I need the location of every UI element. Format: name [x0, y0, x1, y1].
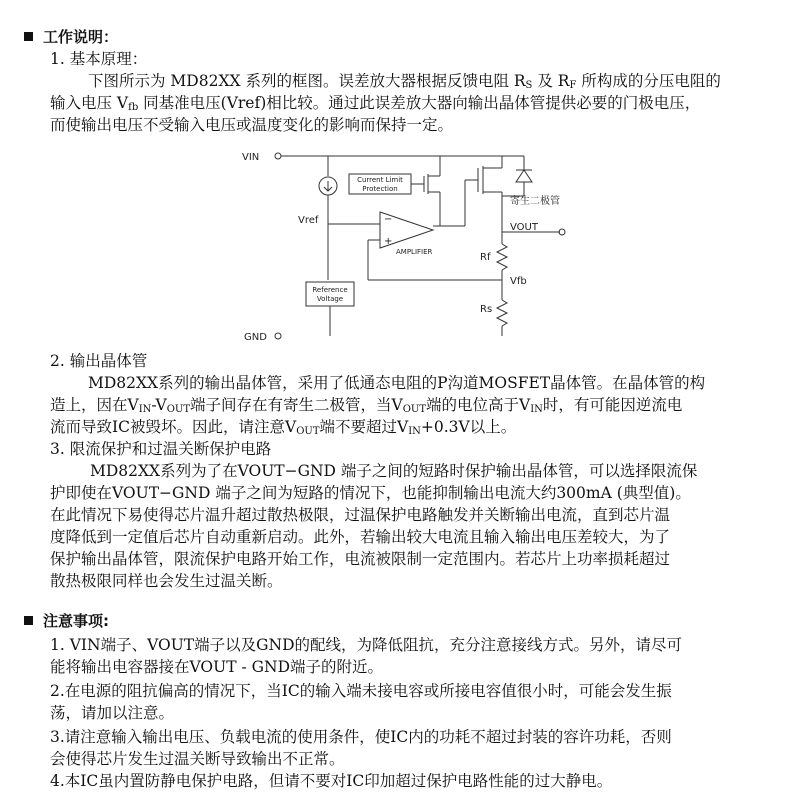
item3-line-4: 度降低到一定值后芯片自动重新启动。此外，若输出较大电流且输入输出电压差较大，为了 — [50, 528, 671, 546]
parasitic-diode-icon — [502, 156, 532, 196]
text-segment: 时，有可能因逆流电 — [542, 396, 683, 414]
text-segment: 输入电压 V — [50, 94, 129, 112]
text-segment: 下图所示为 MD82XX 系列的框图。误差放大器根据反馈电阻 R — [88, 72, 526, 90]
text-segment: 所构成的分压电阻的 — [576, 72, 721, 90]
subscript: IN — [408, 426, 421, 437]
item3-line-1: MD82XX系列为了在VOUT−GND 端子之间的短路时保护输出晶体管，可以选择限流保 — [90, 462, 698, 480]
gnd-label: GND — [244, 332, 267, 343]
item3-line-2: 护即使在VOUT−GND 端子之间为短路的情况下，也能抑制输出电流大约300mA (典型值)。 — [50, 484, 691, 502]
vin-terminal — [275, 153, 281, 159]
square-bullet-icon — [24, 32, 33, 41]
item3-line-3: 在此情况下易使得芯片温升超过散热极限，过温保护电路触发并关断输出电流，直到芯片温 — [50, 506, 671, 524]
gnd-terminal — [275, 333, 281, 339]
current-limit-label-1: Current Limit — [357, 176, 403, 184]
subscript: F — [569, 80, 577, 91]
vref-label: Vref — [298, 215, 319, 226]
text-segment: 同基准电压(Vref)相比较。通过此误差放大器向输出晶体管提供必要的门极电压， — [138, 94, 701, 112]
heading-text: 注意事项: — [43, 612, 109, 630]
subscript: fb — [128, 102, 139, 113]
subscript: OUT — [166, 404, 191, 415]
item3-line-6: 散热极限同样也会发生过温关断。 — [50, 572, 283, 590]
rs-label: Rs — [480, 304, 493, 315]
vout-label: VOUT — [510, 222, 538, 233]
item1-title: 1. 基本原理： — [50, 50, 148, 68]
reference-label-2: Voltage — [316, 295, 344, 303]
square-bullet-icon — [24, 616, 33, 625]
text-segment: 而使输出电压不受输入电压或温度变化的影响而保持一定。 — [50, 116, 454, 134]
current-limit-label-2: Protection — [362, 185, 398, 193]
note-line-2: 能将输出电容器接在VOUT - GND端子的附近。 — [50, 658, 383, 676]
text-segment: 端子间存在有寄生二极管，当V — [190, 396, 403, 414]
parasitic-diode-label: 寄生二极管 — [510, 196, 560, 207]
text-segment: 端不要超过V — [319, 418, 409, 436]
section-heading-working — [24, 26, 118, 48]
amp-plus: + — [384, 236, 393, 247]
rf-resistor-icon — [497, 244, 507, 270]
subscript: OUT — [402, 404, 427, 415]
amp-minus: − — [384, 214, 393, 225]
note-line-4: 荡，请加以注意。 — [50, 704, 175, 722]
item2-line-1 — [88, 372, 705, 394]
rs-resistor-icon — [497, 300, 507, 326]
note-line-3: 2.在电源的阻抗偏高的情况下，当IC的输入端未接电容或所接电容值很小时，可能会发生振 — [50, 682, 672, 700]
text-segment: 造上，因在V — [50, 396, 139, 414]
note-line-6: 会使得芯片发生过温关断导致输出不正常。 — [50, 750, 345, 768]
rf-label: Rf — [480, 252, 491, 263]
amplifier-label: AMPLIFIER — [396, 248, 433, 256]
vfb-label: Vfb — [510, 276, 527, 287]
item1-line-3 — [50, 114, 453, 136]
heading-text: 工作说明： — [43, 28, 119, 46]
vin-label: VIN — [242, 152, 260, 163]
item3-title: 3. 限流保护和过温关断保护电路 — [50, 440, 272, 458]
note-line-5: 3.请注意输入输出电压、负载电流的使用条件，使IC内的功耗不超过封装的容许功耗，否则 — [50, 728, 672, 746]
subscript: IN — [530, 404, 543, 415]
note-line-1: 1. VIN端子、VOUT端子以及GND的配线，为降低阻抗，充分注意接线方式。另外，请尽可 — [50, 636, 682, 654]
text-segment: 及 R — [532, 72, 570, 90]
note-line-7: 4.本IC虽内置防静电保护电路，但请不要对IC印加超过保护电路性能的过大静电。 — [50, 772, 613, 790]
subscript: IN — [138, 404, 152, 415]
subscript: S — [525, 80, 533, 91]
limit-mosfet-icon — [424, 156, 440, 204]
reference-label-1: Reference — [312, 286, 348, 294]
block-diagram — [240, 140, 570, 350]
item3-line-5: 保护输出晶体管，限流保护电路开始工作，电流被限制一定范围内。若芯片上功率损耗超过 — [50, 550, 671, 568]
item2-title: 2. 输出晶体管 — [50, 352, 148, 370]
text-segment: 端的电位高于V — [426, 396, 531, 414]
text-segment: +0.3V以上。 — [420, 418, 517, 436]
text-segment: -V — [151, 396, 167, 414]
section-heading-notes — [24, 610, 109, 632]
text-segment: 流而导致IC被毁坏。因此，请注意V — [50, 418, 297, 436]
output-mosfet-icon — [478, 156, 502, 232]
subscript: OUT — [296, 426, 320, 437]
text-segment: MD82XX系列的输出晶体管，采用了低通态电阻的P沟道MOSFET晶体管。在晶体管的构 — [88, 374, 706, 392]
